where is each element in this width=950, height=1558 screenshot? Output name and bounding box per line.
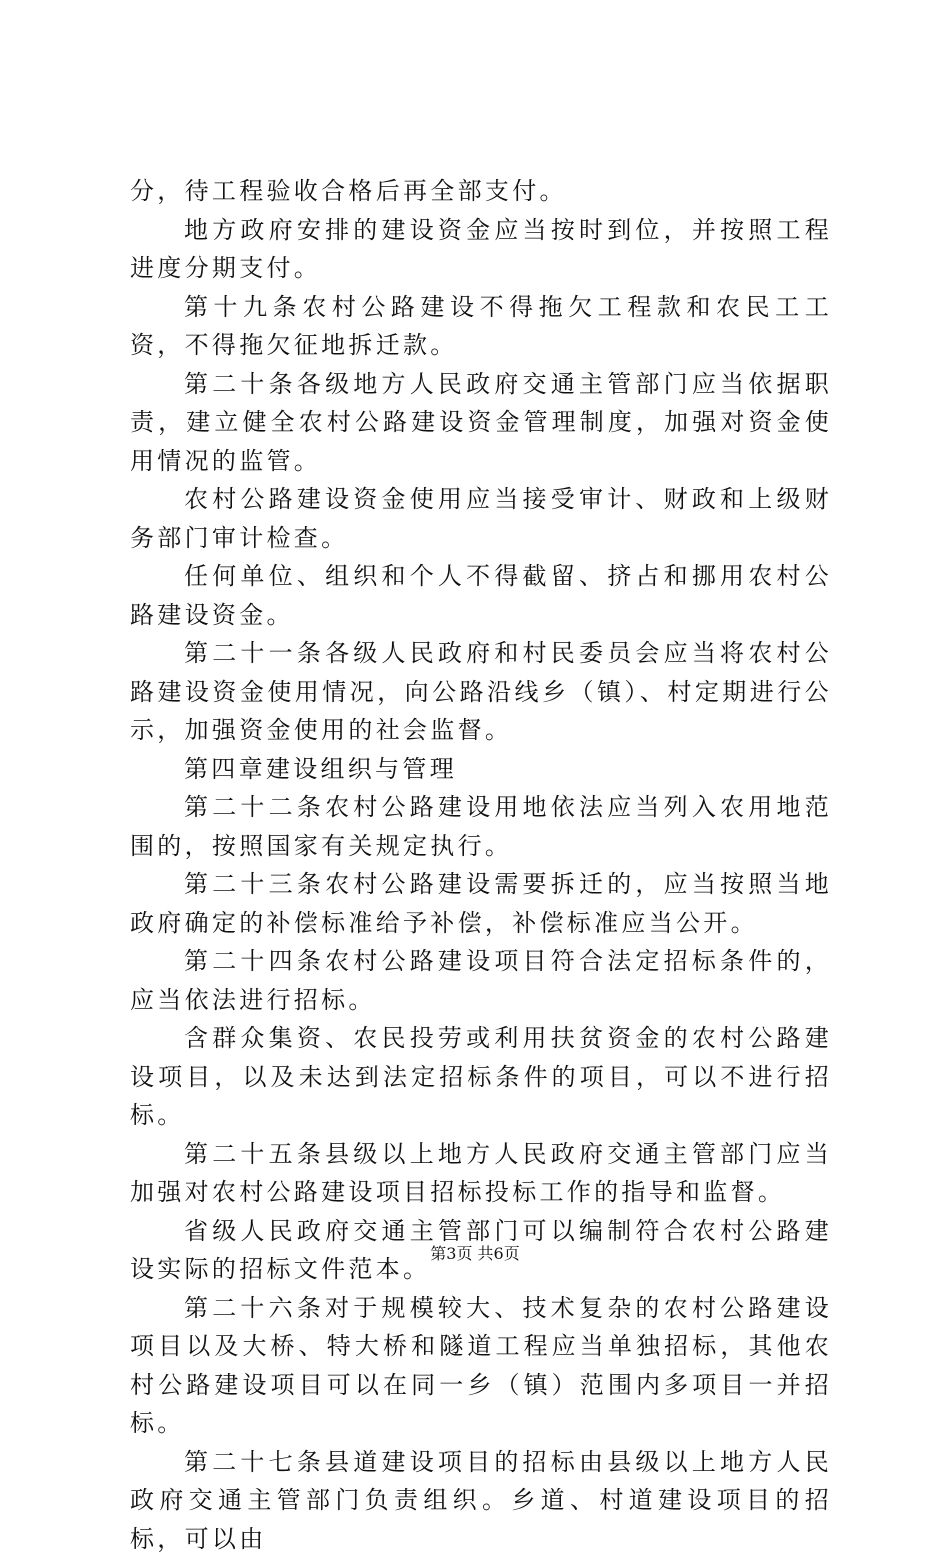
body-paragraph: 任何单位、组织和个人不得截留、挤占和挪用农村公路建设资金。 [130,557,832,634]
body-paragraph: 第二十二条农村公路建设用地依法应当列入农用地范围的，按照国家有关规定执行。 [130,788,832,865]
body-paragraph: 第四章建设组织与管理 [130,750,832,789]
body-paragraph: 地方政府安排的建设资金应当按时到位，并按照工程进度分期支付。 [130,211,832,288]
body-paragraph: 第二十四条农村公路建设项目符合法定招标条件的，应当依法进行招标。 [130,942,832,1019]
body-paragraph: 第二十条各级地方人民政府交通主管部门应当依据职责，建立健全农村公路建设资金管理制度，加强对资金使用情况的监管。 [130,365,832,481]
body-paragraph: 含群众集资、农民投劳或利用扶贫资金的农村公路建设项目，以及未达到法定招标条件的项目，可以不进行招标。 [130,1019,832,1135]
body-paragraph: 第二十三条农村公路建设需要拆迁的，应当按照当地政府确定的补偿标准给予补偿，补偿标准应当公开。 [130,865,832,942]
body-paragraph: 第二十一条各级人民政府和村民委员会应当将农村公路建设资金使用情况，向公路沿线乡（镇）、村定期进行公示，加强资金使用的社会监督。 [130,634,832,750]
document-body [130,172,832,1558]
page-footer: 第3页 共6页 [0,1244,950,1264]
body-paragraph: 第二十七条县道建设项目的招标由县级以上地方人民政府交通主管部门负责组织。乡道、村道建设项目的招标，可以由 [130,1443,832,1558]
body-paragraph: 农村公路建设资金使用应当接受审计、财政和上级财务部门审计检查。 [130,480,832,557]
body-paragraph: 第二十五条县级以上地方人民政府交通主管部门应当加强对农村公路建设项目招标投标工作的指导和监督。 [130,1135,832,1212]
body-paragraph: 第十九条农村公路建设不得拖欠工程款和农民工工资，不得拖欠征地拆迁款。 [130,288,832,365]
body-paragraph: 分，待工程验收合格后再全部支付。 [130,172,832,211]
body-paragraph: 省级人民政府交通主管部门可以编制符合农村公路建设实际的招标文件范本。 [130,1212,832,1289]
body-paragraph: 第二十六条对于规模较大、技术复杂的农村公路建设项目以及大桥、特大桥和隧道工程应当单独招标，其他农村公路建设项目可以在同一乡（镇）范围内多项目一并招标。 [130,1289,832,1443]
